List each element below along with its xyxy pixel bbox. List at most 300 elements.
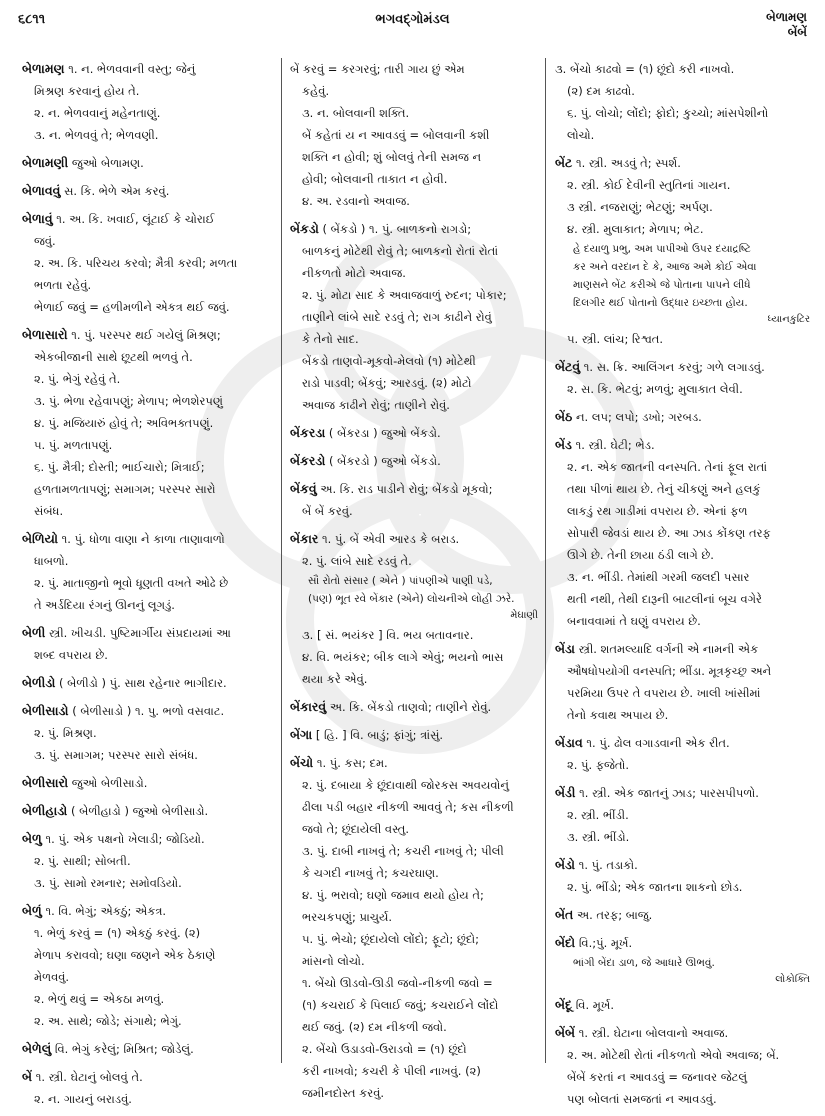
entry-line (22, 594, 274, 616)
dictionary-entry (22, 772, 274, 794)
definition-text: ભરચકપણું; પ્રાચુર્ય. (302, 910, 393, 924)
entry-line (555, 588, 810, 610)
entry-line (22, 124, 274, 146)
definition-text: થતી નથી, તેથી દારૂની બાટલીનાં બૂચ વગેરે (567, 592, 763, 606)
definition-text: બાળકનું મોટેથી રોવું તે; બાળકનો રોતાં રોતાં (302, 244, 499, 258)
entry-line (290, 478, 538, 500)
entry-line (555, 754, 810, 776)
headword: બેંડાવ (555, 735, 583, 750)
headword: બેંત (555, 907, 574, 922)
headword: બેળું (22, 903, 42, 918)
entry-line (555, 732, 810, 754)
quotation-source: ધ્યાનકુટિર (767, 314, 810, 325)
definition-text: શક્તિ ન હોવી; શું બોલવું તેની સમજ ન (302, 150, 482, 164)
entry-line (290, 972, 538, 994)
entry-line (555, 704, 810, 726)
entry-line (22, 572, 274, 594)
headword: બેંદૂ (555, 997, 573, 1012)
column-left (22, 58, 274, 1116)
entry-line (555, 378, 810, 400)
entry-line (22, 58, 274, 80)
running-title: ભગવદ્ગોમંડલ (375, 12, 450, 27)
quotation-line: કર અને વરદાન દે કે, આજ અમે કોઈ એવા (573, 261, 757, 273)
entry-line (555, 456, 810, 478)
entry-line (22, 208, 274, 230)
definition-text: ૧. પું. પરસ્પર થઈ ગયેલું મિશ્રણ; (71, 328, 221, 342)
entry-line (22, 988, 274, 1010)
entry-line (555, 1022, 810, 1044)
dictionary-entry (22, 528, 274, 616)
entry-line (290, 862, 538, 884)
entry-line (22, 944, 274, 966)
entry-line (290, 58, 538, 80)
dictionary-entry (555, 932, 810, 988)
headword: બેળીહાડો (22, 803, 68, 818)
guide-word-last: બેંબેં (787, 25, 807, 39)
entry-line (555, 196, 810, 218)
headword: બેળીસાડો (22, 703, 69, 718)
definition-text: ૨. સ્ત્રી. કોઈ દેવીની સ્તુતિનાં ગાયન. (567, 178, 731, 192)
entry-line (290, 550, 538, 572)
entry-line (22, 390, 274, 412)
entry-line (290, 994, 538, 1016)
entry-line (22, 296, 274, 318)
dictionary-entry (555, 406, 810, 428)
entry-line (22, 722, 274, 744)
headword: બેળેલું (22, 1041, 52, 1056)
entry-line (22, 800, 274, 822)
dictionary-entry (555, 1022, 810, 1110)
definition-text: ૩. પું. ભેળા રહેવાપણું; મેળાપ; ભેળશેરપણું (34, 394, 223, 408)
quotation-source: મેઘાણી (510, 610, 538, 621)
entry-line (290, 1038, 538, 1060)
entry-line (22, 550, 274, 572)
entry-line (22, 368, 274, 390)
dictionary-entry (290, 422, 538, 444)
definition-text: ૨. પું. ભીંડો; એક જાતના શાકનો છોડ. (567, 880, 743, 894)
definition-text: ૧. પું. ઢોલ વગાડવાની એક રીત. (586, 736, 730, 750)
dictionary-entry (22, 324, 274, 522)
dictionary-entry (290, 528, 538, 690)
definition-text: ૫. પું. ભેચો; છૂંદાયેલો લોંદો; ફૂટો; છૂંદો; (302, 932, 480, 946)
dictionary-entry (555, 638, 810, 726)
dictionary-entry (290, 450, 538, 472)
entry-line (22, 102, 274, 124)
quotation-source: લોકોક્તિ (775, 974, 810, 985)
definition-text: જુઓ બેળીસાડો. (71, 776, 148, 790)
dictionary-entry (22, 180, 274, 202)
quotation-line: સૌ રોતો સંસાર ( એને ) પાંપણીએ પાણી પડે, (308, 575, 493, 587)
entry-line (22, 152, 274, 174)
definition-text: ૧. અ. કિ. ખવાઈ, લૂંટાઈ કે ચોરાઈ (56, 212, 215, 226)
entry-line (22, 672, 274, 694)
definition-text: (૨) દમ કાઢવો. (567, 84, 635, 98)
entry-line (290, 124, 538, 146)
definition-text: ૩. પું. સમાગમ; પરસ્પર સારો સંબંધ. (34, 748, 198, 762)
dictionary-entry (555, 152, 810, 350)
entry-line (290, 102, 538, 124)
entry-line (290, 696, 538, 718)
entry-line (290, 500, 538, 522)
dictionary-entry (555, 782, 810, 848)
definition-text: ૧. સ્ત્રી. એક જાતનું ઝાડ; પારસપીપળો. (579, 786, 759, 800)
definition-text: અ. કિ. બેંકડો તાણવો; તાણીને રોવું. (329, 700, 492, 714)
entry-line (555, 804, 810, 826)
entry-line (555, 1066, 810, 1088)
entry-line (555, 660, 810, 682)
entry-line (22, 274, 274, 296)
entry-line (22, 456, 274, 478)
definition-text: ૩. બેંચો કાઢવો = (૧) છૂંદો કરી નાખવો. (555, 62, 735, 76)
entry-line (22, 324, 274, 346)
definition-text: ધાબળો. (34, 554, 69, 568)
definition-text: અવાજ કાઢીને રોવું; તાણીને રોવું. (302, 398, 450, 412)
entry-line: થયા કરે એવું. (302, 672, 368, 686)
definition-text: ૧. પું. ધોળા વાણા ને કાળા તાણાવાળો (61, 532, 225, 546)
column-middle (290, 58, 538, 1110)
dictionary-entry (555, 994, 810, 1016)
entry-line (290, 284, 538, 306)
dictionary-entry (290, 218, 538, 416)
definition-text: સ્ત્રી. ખીચડી. પુષ્ટિમાર્ગીય સંપ્રદાયમાં આ (49, 626, 231, 640)
dictionary-entry (290, 58, 538, 212)
definition-text: જમીનદોસ્ત કરવું. (302, 1086, 385, 1100)
entry-line (290, 146, 538, 168)
definition-text: ૧. પું. બેં એવી આરડ કે બરાડ. (322, 532, 460, 546)
entry-line (22, 528, 274, 550)
headword: બેંકડો (290, 221, 319, 236)
dictionary-entry (555, 58, 810, 146)
entry-line (22, 922, 274, 944)
dictionary-entry (22, 622, 274, 666)
definition-text: લોચો. (567, 128, 595, 142)
entry-line (290, 950, 538, 972)
definition-text: મેળવવું. (34, 970, 70, 984)
dictionary-entry (22, 828, 274, 894)
entry-line (555, 1044, 810, 1066)
headword: બેળિયો (22, 531, 58, 546)
entry-line (22, 772, 274, 794)
headword: બેળીસારો (22, 775, 69, 790)
definition-text: ૬. પું. મૈત્રી; દોસ્તી; ભાઈચારો; મિત્રાઈ; (34, 460, 205, 474)
definition-text: ૨. ન. એક જાતની વનસ્પતિ. તેનાં ફૂલ રાતાં (567, 460, 768, 474)
definition-text: ૨. પું. લાંબે સાદે રડવું તે. (302, 554, 412, 568)
column-divider (545, 58, 546, 1063)
definition-text: જવું. (34, 234, 56, 248)
column-divider (281, 58, 282, 1063)
dictionary-entry (290, 724, 538, 746)
headword: બેળાવું (22, 211, 53, 226)
quotation-line: (પણ) ભૂત રવે બેંકાર (એને) લોચનીએ લોહી ઝરે. (308, 593, 515, 605)
entry-line (290, 928, 538, 950)
definition-text: બેં કહેતાં ય ન આવડવું = બોલવાની કશી (302, 128, 490, 142)
definition-text: ૨. પું. માતાજીનો ભૂવો ધૂણતી વખતે ઓઢે છે (34, 576, 229, 590)
entry-line (290, 328, 538, 350)
definition-text: ૧. બેંચો ઊડવો-ઊડી જવો-નીકળી જવો = (302, 976, 493, 990)
entry-line (22, 1088, 274, 1110)
headword: બેંટવું (555, 359, 581, 374)
entry-line (555, 566, 810, 588)
dictionary-entry (555, 854, 810, 898)
headword: બેંડ (555, 437, 572, 452)
definition-text: કે ચગદી નાખવું તે; કચરઘાણ. (302, 866, 439, 880)
definition-text: ઢીલા પડી બહાર નીકળી આવવું તે; કસ નીકળી (302, 800, 514, 814)
definition-text: ૨. સ્ત્રી. ભીંડી. (567, 808, 629, 822)
definition-text: પરમિયા ઉપર તે વપરાય છે. ખાલી ખાંસીમાં (567, 686, 761, 700)
entry-line (22, 1010, 274, 1032)
definition-text: ૧. વિ. ભેગું; એકઠું; એકત્ર. (45, 904, 167, 918)
entry-line (555, 1088, 810, 1110)
definition-text: ૧. સ્ત્રી. ઘેટી; ભેડ. (575, 438, 655, 452)
definition-text: અ. કિ. રાડ પાડીને રોવું; બેંકડો મૂકવો; (320, 482, 493, 496)
definition-text: ૧. પું. એક પક્ષનો ખેલાડી; જોડિયો. (45, 832, 205, 846)
entry-line (22, 478, 274, 500)
entry-line (22, 412, 274, 434)
entry-line (555, 854, 810, 876)
definition-text: મેળાપ કરાવવો; ઘણા જણને એક ઠેકાણે (34, 948, 216, 962)
definition-text: ભળતા રહેવું. (34, 278, 92, 292)
entry-line (290, 1016, 538, 1038)
entry-line (290, 752, 538, 774)
entry-line (22, 230, 274, 252)
entry-line (290, 1060, 538, 1082)
entry-line (555, 876, 810, 898)
definition-text: કરી નાખવો; કચરી કે પીલી નાખવું. (૨) (302, 1064, 481, 1078)
headword: બેળામણી (22, 155, 69, 170)
entry-line (555, 994, 810, 1016)
definition-text: ઔષધોપયોગી વનસ્પતિ; ભીંડા. મૂત્રકૃચ્છ્ર અને (567, 664, 772, 678)
dictionary-entry (290, 752, 538, 1104)
headword: બેંગા (290, 727, 313, 742)
definition-text: ૧. પું. તડાકો. (578, 858, 638, 872)
definition-text: ( બેંકડો ) ૧. પું. બાળકનો રાગડો; (322, 222, 472, 236)
definition-text: ૪. અ. રડવાનો અવાજ. (302, 194, 410, 208)
definition-text: ૨. બેંચો ઉડાડવો-ઉરાડવો = (૧) છૂંદો (302, 1042, 467, 1056)
headword: બેંબેં (555, 1025, 576, 1040)
dictionary-entry (22, 152, 274, 174)
dictionary-entry (22, 800, 274, 822)
headword: બેંકારવું (290, 699, 327, 714)
entry-line (555, 406, 810, 428)
dictionary-entry (22, 900, 274, 1032)
definition-text: ૧. સ. ક્રિ. આલિંગન કરવું; ગળે લગાડવું. (583, 360, 765, 374)
definition-text: ભેળાઈ જવું = હળીમળીને એકત્ર થઈ જવું. (34, 300, 230, 314)
definition-text: શબ્દ વપરાય છે. (34, 648, 108, 662)
entry-line (290, 372, 538, 394)
entry-line (555, 478, 810, 500)
definition-text: પણ બોલતાં સમજતાં ન આવડવું. (567, 1092, 717, 1106)
definition-text: લાકડું રથ ગાડીમાં વપરાય છે. એનાં ફળ (567, 504, 748, 518)
dictionary-entry (22, 672, 274, 694)
definition-text: ૩. પું. સામો રમનાર; સમોવડિયો. (34, 876, 182, 890)
definition-text: હોવી; બોલવાની તાકાત ન હોવી. (302, 172, 448, 186)
definition-text: ન. લપ; લપો; ડખો; ગરબડ. (575, 410, 702, 424)
definition-text: સ. કિ. ભેળે એમ કરવું. (64, 184, 170, 198)
definition-text: ૩. સ્ત્રી. ભીંડો. (567, 830, 630, 844)
definition-text: ૨. અ. સાથે; જોડે; સંગાથે; ભેગું. (34, 1014, 182, 1028)
entry-line (22, 346, 274, 368)
entry-line (22, 1038, 274, 1060)
definition-text: નીકળતો મોટો અવાજ. (302, 266, 406, 280)
headword: બેળાવવું (22, 183, 61, 198)
entry-line (555, 124, 810, 146)
definition-text: સોપારી જેવડાં થાય છે. આ ઝાડ કોંકણ તરફ (567, 526, 771, 540)
definition-text: હળતામળતાપણું; સમાગમ; પરસ્પર સારો (34, 482, 216, 496)
definition-text: ૨. ન. ગાયનું બરાડવું. (34, 1092, 132, 1106)
dictionary-entry (22, 58, 274, 146)
entry-line (290, 240, 538, 262)
definition-text: બેંકડો તાણવો-મૂકવો-મેલવો (૧) મોટેથી (302, 354, 476, 368)
definition-text: ૩. ન. ભેળવવું તે; ભેળવણી. (34, 128, 159, 142)
entry-line (555, 174, 810, 196)
definition-text: વિ. મૂર્ખ. (575, 998, 614, 1012)
entry-line (290, 168, 538, 190)
definition-text: ૧. ન. ભેળવવાની વસ્તુ; જેનું (68, 62, 196, 76)
page-number: ૬૮૧૧ (18, 12, 46, 27)
headword: બેંકવું (290, 481, 317, 496)
entry-line (290, 796, 538, 818)
definition-text: ૪. સ્ત્રી. મુલાકાત; મેળાપ; ભેટ. (567, 222, 704, 236)
definition-text: બેંબેં કરતાં ન આવડવું = જનાવર જેટલું (567, 1070, 748, 1084)
definition-text: વિ. ભેગું કરેલું; મિશ્રિત; જોડેલું. (54, 1042, 194, 1056)
entry-line (22, 828, 274, 850)
quotation-line: ભાંગી બેંદા ડાળ, જે આધારે ઊભવું. (573, 957, 715, 969)
entry-line (290, 840, 538, 862)
definition-text: [ હિ. ] વિ. બાડું; ફાંગું; ત્રાંસું. (315, 728, 444, 742)
entry-line: ૪. વિ. ભયંકર; બીક લાગે એવું; ભયનો ભાસ (302, 650, 504, 664)
entry-line (290, 818, 538, 840)
headword: બેળી (22, 625, 46, 640)
definition-text: કે તેનો સાદ. (302, 332, 359, 346)
quotation-line: માણસને બેંટ કરીએ જે પોતાના પાપને લીધે (573, 279, 751, 291)
entry-line (22, 900, 274, 922)
definition-text: ( બેંકરડા ) જુઓ બેંકડો. (328, 426, 441, 440)
definition-text: સ્ત્રી. શતમલ્યાદિ વર્ગની એ નામની એક (578, 642, 759, 656)
entry-line (290, 262, 538, 284)
entry-line (290, 450, 538, 472)
entry-line (22, 872, 274, 894)
definition-text: જવો તે; છૂંદાયેલી વસ્તુ. (302, 822, 410, 836)
headword: બેંટ (555, 155, 573, 170)
definition-text: ૨. અ. કિ. પરિચય કરવો; મૈત્રી કરવી; મળતા (34, 256, 238, 270)
definition-text: ૬. પું. લોચો; લોંદો; ફોદો; કુચ્ચો; માંસપેશીનો (567, 106, 769, 120)
dictionary-entry (290, 696, 538, 718)
quotation-line: હે દયાળુ પ્રભુ, અમ પાપીઓ ઉપર દયાદ્રષ્ટિ (573, 243, 751, 255)
definition-text: ૩ સ્ત્રી. નજરાણું; ભેટણું; અર્પણ. (567, 200, 713, 214)
definition-text: ૫. પું. મળતાપણું. (34, 438, 113, 452)
headword: બેળીડો (22, 675, 56, 690)
definition-text: બનાવવામાં તે ઘણું વપરાય છે. (567, 614, 701, 628)
entry-line (22, 966, 274, 988)
definition-text: ( બેળીસાડો ) ૧. પુ. ભળો વસવાટ. (72, 704, 225, 718)
entry-line (22, 622, 274, 644)
guide-word-first: બેળામણ (766, 10, 807, 24)
dictionary-entry (290, 478, 538, 522)
headword: બેંડા (555, 641, 575, 656)
entry-line (555, 522, 810, 544)
entry-line: ૩. [ સં. ભયંકર ] વિ. ભય બતાવનાર. (302, 628, 474, 642)
column-right (555, 58, 810, 1116)
definition-text: ૨. અ. મોટેથી રોતાં નીકળતો એવો અવાજ; બેં. (567, 1048, 780, 1062)
definition-text: (૧) કચરાઈ કે પિલાઈ જવું; કચરાઈને લોંદો (302, 998, 499, 1012)
definition-text: સંબંધ. (34, 504, 64, 518)
definition-text: તાણીને લાંબે સાદે રડવું તે; રાગ કાઢીને રોવું (302, 310, 492, 324)
entry-line (555, 932, 810, 954)
entry-line (22, 252, 274, 274)
entry-line (555, 434, 810, 456)
entry-line (555, 500, 810, 522)
headword: બેંચો (290, 755, 314, 770)
entry-line (22, 500, 274, 522)
headword: બેંકરડા (290, 425, 326, 440)
headword: બેળુ (22, 831, 42, 846)
quotation-line: દિલગીર થઈ પોતાનો ઉદ્ધાર ઇચ્છતા હોય. (573, 297, 748, 309)
entry-line (290, 528, 538, 550)
definition-text: ( બેંકરડો ) જુઓ બેંકડો. (328, 454, 441, 468)
dictionary-entry (555, 356, 810, 400)
headword: બેંઠ (555, 409, 573, 424)
definition-text: ૨. પું. ફજેતો. (567, 758, 630, 772)
entry-line (290, 350, 538, 372)
entry-line (290, 190, 538, 212)
definition-text: ૧. સ્ત્રી. અડવું તે; સ્પર્શ. (575, 156, 681, 170)
entry-line (22, 1066, 274, 1088)
headword: બેં (22, 1069, 33, 1084)
entry-line (555, 782, 810, 804)
entry-line (555, 80, 810, 102)
definition-text: વિ.;પું. મૂર્ખ. (578, 936, 633, 950)
headword: બેંકરડો (290, 453, 326, 468)
definition-text: કહેવું. (302, 84, 330, 98)
definition-text: ૩. ન. બોલવાની શક્તિ. (302, 106, 410, 120)
definition-text: થઈ જવું. (૨) દમ નીકળી જવો. (302, 1020, 447, 1034)
headword: બેંકાર (290, 531, 319, 546)
definition-text: તથા પીળાં થાય છે. તેનું ચીકણું અને હલકું (567, 482, 761, 496)
definition-text: ૨. પું. દબાયા કે છૂંદાવાથી જોરકસ અવયવોનું (302, 778, 509, 792)
definition-text: માંસનો લોચો. (302, 954, 365, 968)
entry-line (555, 152, 810, 174)
entry-line (22, 180, 274, 202)
dictionary-entry (22, 700, 274, 766)
entry-line (22, 700, 274, 722)
definition-text: એકબીજાની સાથે છૂટથી ભળવું તે. (34, 350, 193, 364)
entry-line (555, 904, 810, 926)
headword: બેંડી (555, 785, 576, 800)
definition-text: તે અર્ડદિયા રંગનું ઊનનું લૂગડું. (34, 598, 175, 612)
headword: બેળામણ (22, 61, 65, 76)
dictionary-entry (555, 732, 810, 776)
definition-text: મિશ્રણ કરવાનું હોય તે. (34, 84, 140, 98)
dictionary-entry (22, 208, 274, 318)
definition-text: તેનો કવાથ અપાય છે. (567, 708, 669, 722)
entry-line (290, 306, 538, 328)
definition-text: ૧. સ્ત્રી. ઘેટાનું બોલવું તે. (35, 1070, 143, 1084)
entry-line (290, 774, 538, 796)
dictionary-entry (22, 1038, 274, 1060)
definition-text: ( બેળીહાડો ) જુઓ બેળીસાડો. (70, 804, 209, 818)
definition-text: ૨. પું. ભેગું રહેવું તે. (34, 372, 121, 386)
headword: બેળાસારો (22, 327, 68, 342)
page-header (0, 0, 825, 50)
dictionary-entry (22, 1066, 274, 1110)
entry-line (22, 80, 274, 102)
definition-text: ૨. પું. મિશ્રણ. (34, 726, 97, 740)
entry-line (290, 884, 538, 906)
entry-line (290, 724, 538, 746)
guide-words (766, 10, 807, 40)
entry-line (290, 906, 538, 928)
definition-text: ૨. પું. મોટા સાદ કે અવાજવાળું રુદન; પોકાર; (302, 288, 507, 302)
